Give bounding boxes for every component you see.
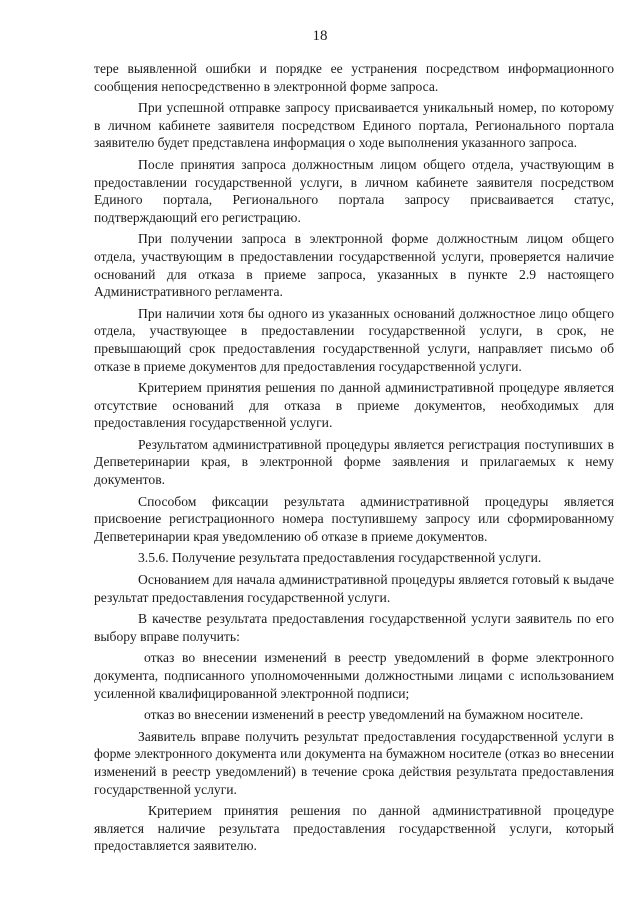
paragraph: После принятия запроса должностным лицом общего отдела, участвующим в предоставлении государственной услуги, в личном кабинете заявителя посредством Единого портала, Регионального портала запросу присваивается статус, подтверждающий его регистрацию. (94, 156, 614, 225)
paragraph: Заявитель вправе получить результат предоставления государственной услуги в форме электронного документа или документа на бумажном носителе (отказ во внесении изменений в реестр уведомлений) в течение срока действия результата предоставления государственной услуги. (94, 728, 614, 797)
paragraph: Критерием принятия решения по данной административной процедуре является отсутствие оснований для отказа в приеме документов, необходимых для предоставления государственной услуги. (94, 380, 614, 431)
paragraph: Результатом административной процедуры является регистрация поступивших в Депветеринарии края, в электронной форме заявления и прилагаемых к нему документов. (94, 436, 614, 488)
paragraph: В качестве результата предоставления государственной услуги заявитель по его выбору вправе получить: (94, 611, 614, 644)
paragraph: Основанием для начала административной процедуры является готовый к выдаче результат предоставления государственной услуги. (94, 572, 614, 605)
paragraph: Критерием принятия решения по данной административной процедуре является наличие результата предоставления государственной услуги, который предоставляется заявителю. (94, 803, 614, 854)
list-item: отказ во внесении изменений в реестр уведомлений на бумажном носителе. (144, 707, 584, 723)
paragraph: При получении запроса в электронной форме должностным лицом общего отдела, участвующим в предоставлении государственной услуги, проверяется наличие оснований для отказа в приеме запроса, указанных в пункте 2.9 настоящего Административного регламента. (94, 231, 614, 300)
paragraph: При успешной отправке запросу присваивается уникальный номер, по которому в личном кабинете заявителя посредством Единого портала, Регионального портала заявителю будет представлена информация о ходе выполнения указанного запроса. (94, 100, 614, 151)
page-number: 18 (312, 28, 328, 44)
document-body (94, 60, 614, 859)
list-item: отказ во внесении изменений в реестр уведомлений в форме электронного документа, подписанного уполномоченными должностными лицами с использованием усиленной квалифицированной электронной подписи; (94, 650, 614, 701)
section-heading: 3.5.6. Получение результата предоставления государственной услуги. (138, 550, 542, 566)
paragraph: При наличии хотя бы одного из указанных оснований должностное лицо общего отдела, участвующее в предоставлении государственной услуги, в срок, не превышающий срок предоставления государственной услуги, направляет письмо об отказе в приеме документов для предоставления государственной услуги. (94, 305, 614, 374)
paragraph: тере выявленной ошибки и порядке ее устранения посредством информационного сообщения непосредственно в электронной форме запроса. (94, 61, 614, 94)
paragraph: Способом фиксации результата административной процедуры является присвоение регистрационного номера поступившему запросу или сформированному Депветеринарии края уведомлению об отказе в приеме документов. (94, 493, 614, 544)
